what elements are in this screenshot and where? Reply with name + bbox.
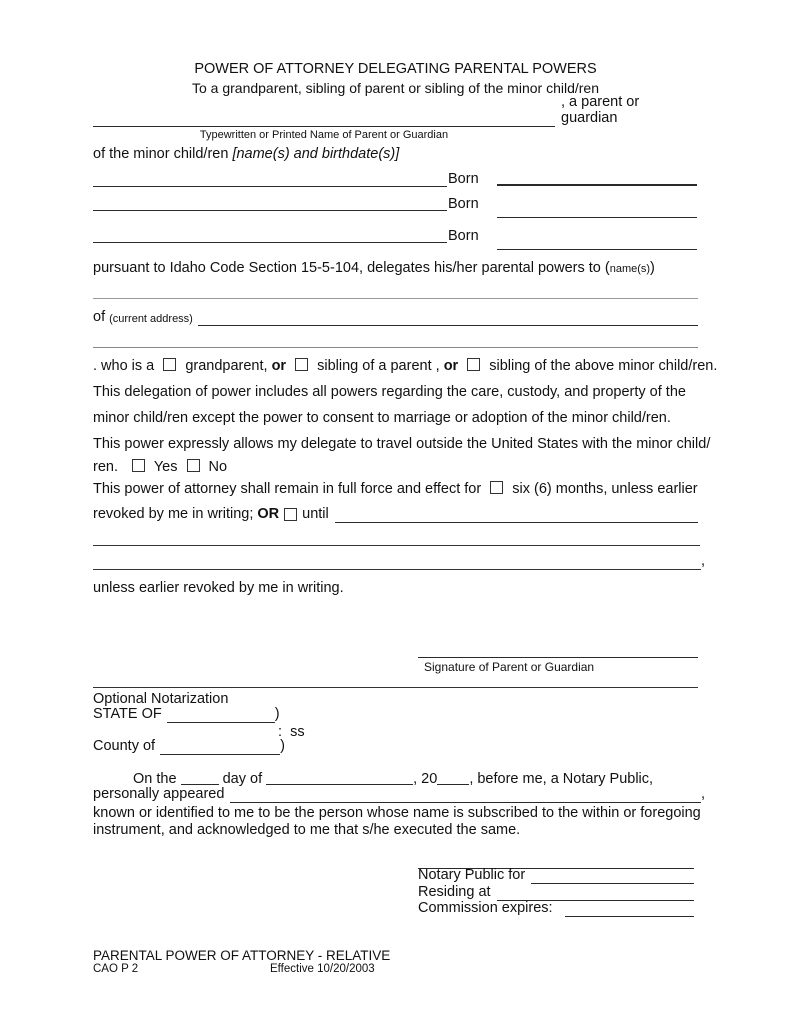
child-name-field[interactable] — [93, 210, 447, 211]
travel-yes-no-line: ren. Yes No — [93, 459, 228, 475]
residing-at-row: Residing at — [418, 888, 694, 901]
birthdate-field[interactable] — [497, 217, 697, 218]
footer-effective-date: Effective 10/20/2003 — [270, 963, 375, 975]
blank-continuation-field[interactable] — [93, 545, 700, 546]
footer-form-name: PARENTAL POWER OF ATTORNEY - RELATIVE — [93, 948, 391, 963]
parent-name-row — [93, 93, 698, 127]
footer-form-code: CAO P 2 — [93, 963, 139, 975]
current-address-hint: (current address) — [109, 313, 193, 326]
names-hint: name(s) — [609, 263, 651, 275]
born-label: Born — [448, 228, 479, 244]
appeared-name-field[interactable] — [230, 802, 701, 803]
personally-appeared-row: personally appeared , — [93, 786, 705, 803]
born-label: Born — [448, 171, 479, 187]
signature-field[interactable] — [418, 657, 698, 658]
birthdate-field[interactable] — [497, 184, 697, 186]
optional-notarization-heading: Optional Notarization — [93, 691, 229, 707]
state-row: STATE OF ) — [93, 706, 280, 723]
parent-name-field[interactable] — [93, 126, 555, 127]
county-row: County of ) — [93, 738, 285, 755]
parent-suffix-label: , a parent or guardian — [561, 93, 640, 127]
duration-line2: revoked by me in writing; OR until — [93, 505, 698, 523]
until-checkbox-icon[interactable] — [284, 508, 297, 521]
grandparent-checkbox-icon[interactable] — [163, 358, 176, 371]
six-months-checkbox-icon[interactable] — [490, 481, 503, 494]
county-field[interactable] — [160, 754, 280, 755]
minor-children-hint: [name(s) and birthdate(s)] — [232, 146, 400, 162]
duration-closing-line: unless earlier revoked by me in writing. — [93, 580, 344, 596]
notary-public-for-field[interactable] — [531, 883, 694, 884]
pursuant-clause: pursuant to Idaho Code Section 15-5-104, delegates his/her parental powers to (name(s)) — [93, 260, 655, 276]
notary-date-line: On the day of , 20 , before me, a Notary Public, — [133, 771, 654, 787]
child-name-field[interactable] — [93, 242, 447, 243]
commission-expires-row: Commission expires: — [418, 904, 694, 917]
current-address-row — [93, 311, 698, 326]
relationship-line: . who is a grandparent, or sibling of a parent , or sibling of the above minor child/ren. — [93, 358, 718, 374]
of-label: of — [93, 309, 106, 326]
state-field[interactable] — [167, 722, 275, 723]
child-name-field[interactable] — [93, 186, 447, 187]
blank-continuation-field[interactable] — [93, 569, 701, 570]
minor-children-label: of the minor child/ren [name(s) and birthdate(s)] — [93, 146, 400, 162]
form-subtitle: To a grandparent, sibling of parent or sibling of the minor child/ren — [191, 80, 599, 96]
born-label: Born — [448, 196, 479, 212]
state-label: STATE OF — [93, 706, 162, 723]
duration-line1: This power of attorney shall remain in full force and effect for six (6) months, unless earlier — [93, 481, 698, 497]
day-number-field[interactable] — [181, 783, 219, 785]
current-address-field[interactable] — [198, 325, 698, 326]
notary-line4: instrument, and acknowledged to me that s/he executed the same. — [93, 822, 521, 838]
delegate-name-field[interactable] — [93, 298, 698, 299]
delegation-line1: This delegation of power includes all powers regarding the care, custody, and property of the — [93, 384, 686, 400]
parent-name-caption: Typewritten or Printed Name of Parent or Guardian — [199, 129, 449, 141]
ss-label: : ss — [278, 724, 305, 740]
signature-caption: Signature of Parent or Guardian — [424, 660, 595, 674]
notary-public-for-row: Notary Public for — [418, 871, 694, 884]
address-continuation-field[interactable] — [93, 347, 698, 348]
sibling-of-parent-checkbox-icon[interactable] — [295, 358, 308, 371]
form-title: POWER OF ATTORNEY DELEGATING PARENTAL POWERS — [194, 61, 597, 77]
delegation-line2: minor child/ren except the power to consent to marriage or adoption of the minor child/ren. — [93, 410, 671, 426]
birthdate-field[interactable] — [497, 249, 697, 250]
month-field[interactable] — [266, 783, 413, 785]
notary-line3: known or identified to me to be the person whose name is subscribed to the within or foregoing — [93, 805, 701, 821]
sibling-of-child-checkbox-icon[interactable] — [467, 358, 480, 371]
until-date-field[interactable] — [335, 522, 698, 523]
travel-yes-checkbox-icon[interactable] — [132, 459, 145, 472]
travel-no-checkbox-icon[interactable] — [187, 459, 200, 472]
year-field[interactable] — [437, 783, 469, 785]
blank-continuation-row: , — [93, 556, 705, 570]
section-divider — [93, 687, 698, 688]
commission-expires-field[interactable] — [565, 916, 694, 917]
county-label: County of — [93, 738, 156, 755]
delegation-line3: This power expressly allows my delegate to travel outside the United States with the minor child/ — [93, 436, 711, 452]
